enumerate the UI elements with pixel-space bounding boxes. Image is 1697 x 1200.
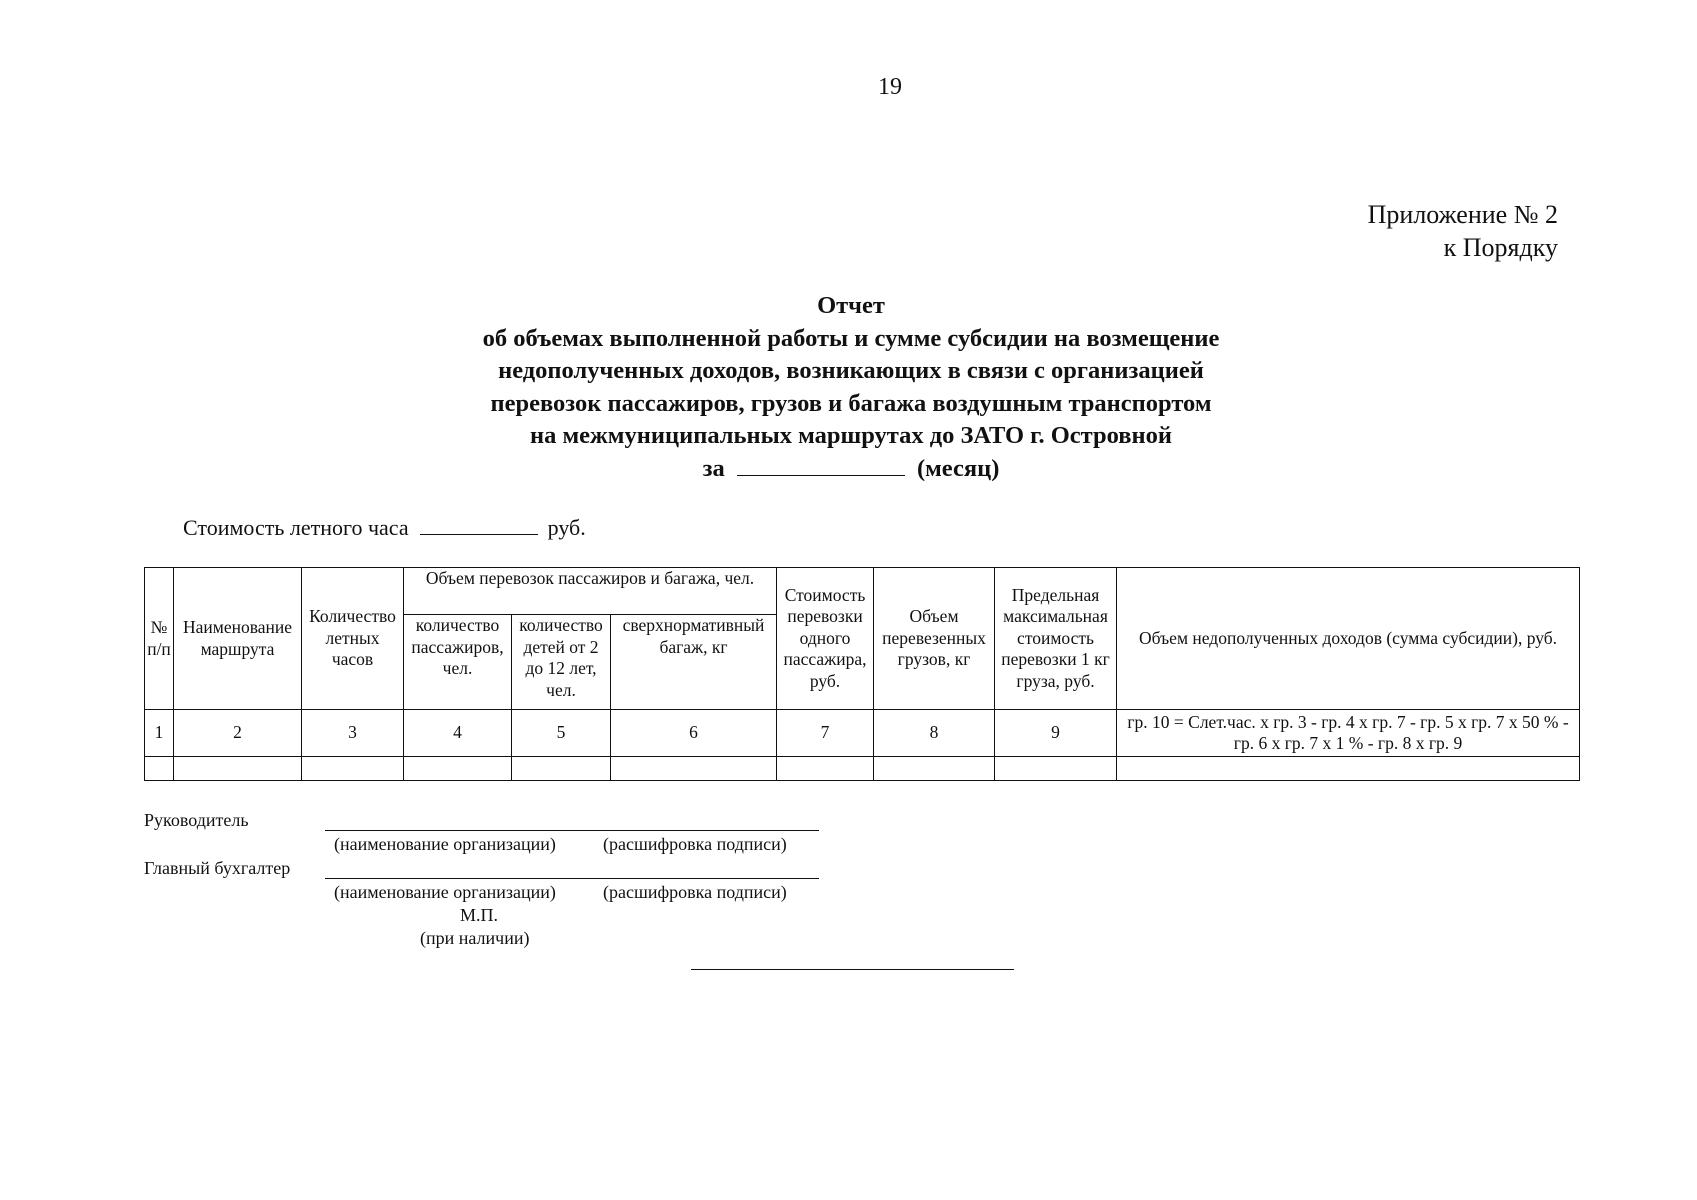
empty-cell[interactable]: [145, 757, 174, 781]
head-label: Руководитель: [144, 810, 249, 830]
empty-cell[interactable]: [512, 757, 611, 781]
empty-cell[interactable]: [1117, 757, 1580, 781]
header-cargo-volume: Объем перевезенных грузов, кг: [874, 568, 995, 710]
title-line-5: на межмуниципальных маршрутах до ЗАТО г. Островной: [529, 422, 1172, 449]
title-line-2: об объемах выполненной работы и сумме субсидии на возмещение: [482, 324, 1220, 352]
period-prefix: за: [702, 454, 725, 482]
report-table: [144, 567, 1580, 781]
period-suffix: (месяц): [916, 454, 1000, 482]
title-line-4: перевозок пассажиров, грузов и багажа воздушным транспортом: [490, 389, 1212, 417]
empty-cell[interactable]: [777, 757, 874, 781]
page-number: 19: [878, 74, 902, 100]
header-children: количество детей от 2 до 12 лет, чел.: [512, 615, 611, 710]
column-number-row: [145, 710, 1580, 757]
empty-cell[interactable]: [611, 757, 777, 781]
title-line-3: недополученных доходов, возникающих в связи с организацией: [498, 357, 1204, 384]
empty-cell[interactable]: [302, 757, 404, 781]
column-number-cell: 5: [512, 710, 611, 757]
flight-hour-cost-unit: руб.: [547, 515, 586, 540]
formula-cell: гр. 10 = Слет.час. х гр. 3 - гр. 4 х гр. 7 - гр. 5 х гр. 7 х 50 % - гр. 6 х гр. 7 х 1 % - гр. 8 х гр. 9: [1117, 710, 1580, 757]
header-flight-hours: Количество летных часов: [302, 568, 404, 710]
seal-mark: М.П.: [460, 905, 499, 925]
header-lost-income: Объем недополученных доходов (сумма субсидии), руб.: [1117, 568, 1580, 710]
column-number-cell: 1: [145, 710, 174, 757]
flight-hour-cost-line: [183, 514, 586, 541]
report-title: [0, 290, 1697, 485]
empty-data-row: [145, 757, 1580, 781]
closing-rule: [691, 969, 1014, 970]
title-period-line: [0, 453, 1697, 486]
column-number-cell: 3: [302, 710, 404, 757]
empty-cell[interactable]: [174, 757, 302, 781]
header-row-1: [145, 568, 1580, 615]
flight-hour-cost-label: Стоимость летного часа: [183, 515, 409, 540]
column-number-cell: 2: [174, 710, 302, 757]
header-ticket-cost: Стоимость перевозки одного пассажира, руб.: [777, 568, 874, 710]
head-org-caption: (наименование организации): [334, 834, 556, 854]
chief-accountant-signature-caption: (расшифровка подписи): [603, 882, 787, 902]
header-passengers: количество пассажиров, чел.: [404, 615, 512, 710]
column-number-cell: 4: [404, 710, 512, 757]
column-number-cell: 7: [777, 710, 874, 757]
header-max-cargo-cost: Предельная максимальная стоимость перевозки 1 кг груза, руб.: [995, 568, 1117, 710]
seal-note: (при наличии): [420, 928, 530, 948]
empty-cell[interactable]: [874, 757, 995, 781]
chief-accountant-org-caption: (наименование организации): [334, 882, 556, 902]
month-blank-field[interactable]: [737, 455, 905, 476]
empty-cell[interactable]: [404, 757, 512, 781]
chief-accountant-label: Главный бухгалтер: [144, 858, 291, 878]
header-excess-baggage: сверхнормативный багаж, кг: [611, 615, 777, 710]
chief-accountant-signature-line[interactable]: [325, 878, 819, 879]
head-signature-caption: (расшифровка подписи): [603, 834, 787, 854]
column-number-cell: 6: [611, 710, 777, 757]
flight-hour-cost-blank-field[interactable]: [420, 514, 538, 535]
appendix-order-ref: к Порядку: [1443, 233, 1558, 262]
title-line-1: Отчет: [817, 292, 885, 319]
header-route: Наименование маршрута: [174, 568, 302, 710]
column-number-cell: 9: [995, 710, 1117, 757]
header-num: № п/п: [145, 568, 174, 710]
head-signature-line[interactable]: [325, 830, 819, 831]
column-number-cell: 8: [874, 710, 995, 757]
appendix-number: Приложение № 2: [1367, 200, 1558, 229]
header-volume-group: Объем перевозок пассажиров и багажа, чел.: [404, 568, 777, 615]
empty-cell[interactable]: [995, 757, 1117, 781]
appendix-reference: [1368, 198, 1558, 264]
